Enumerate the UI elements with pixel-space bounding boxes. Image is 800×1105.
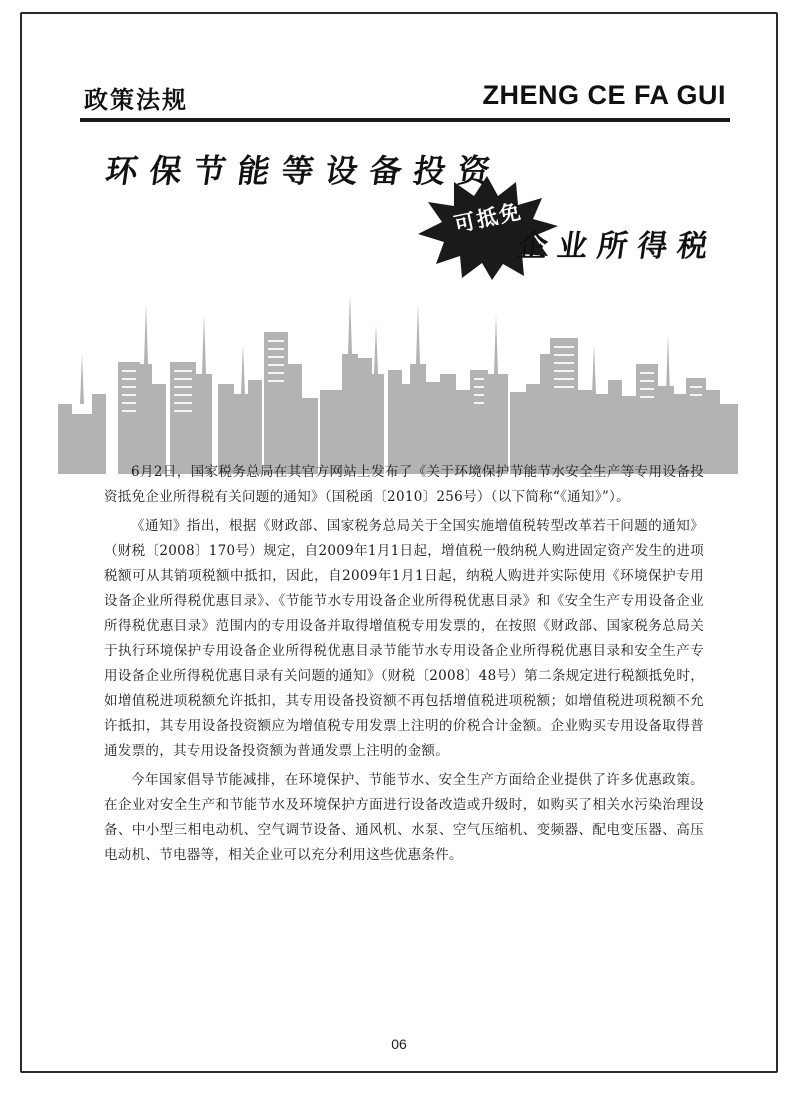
article-title-line1: 环保节能等设备投资 [103, 152, 505, 190]
section-title-cn: 政策法规 [84, 85, 188, 114]
magazine-page [20, 12, 778, 1073]
paragraph-2: 《通知》指出，根据《财政部、国家税务总局关于全国实施增值税转型改革若干问题的通知》（财税〔2008〕170号）规定，自2009年1月1日起，增值税一般纳税人购进固定资产发生的进项税额可从其销项税额中抵扣，因此，自2009年1月1日起，纳税人购进并实际使用《环境保护专用设备企业所得税优惠目录》、《节能节水专用设备企业所得税优惠目录》和《安全生产专用设备企业所得税优惠目录》范围内的专用设备并取得增值税专用发票的，在按照《财政部、国家税务总局关于执行环境保护专用设备企业所得税优惠目录节能节水专用设备企业所得税优惠目录和安全生产专用设备企业所得税优惠目录有关问题的通知》（财税〔2008〕48号）第二条规定进行税额抵免时，如增值税进项税额允许抵扣，其专用设备投资额不再包括增值税进项税额；如增值税进项税额不允许抵扣，其专用设备投资额应为增值税专用发票上注明的价税合计金额。企业购买专用设备取得普通发票的，其专用设备投资额为普通发票上注明的金额。 [104, 518, 704, 759]
title-badge-text: 可抵免 [451, 198, 525, 237]
paragraph-3: 今年国家倡导节能减排，在环境保护、节能节水、安全生产方面给企业提供了许多优惠政策。在企业对安全生产和节能节水及环境保护方面进行设备改造或升级时，如购买了相关水污染治理设备、中小型三相电动机、空气调节设备、通风机、水泵、空气压缩机、变频器、配电变压器、高压电动机、节电器等，相关企业可以充分利用这些优惠条件。 [104, 772, 704, 863]
page-header [22, 72, 776, 120]
section-title-pinyin: ZHENG CE FA GUI [482, 80, 726, 110]
article-body [104, 460, 704, 872]
city-skyline-illustration [58, 294, 748, 474]
article-title-line2: 企业所得税 [515, 229, 720, 264]
paragraph-1: 6月2日，国家税务总局在其官方网站上发布了《关于环境保护节能节水安全生产等专用设备投资抵免企业所得税有关问题的通知》（国税函〔2010〕256号）（以下简称“《通知》”）。 [104, 464, 704, 505]
page-number: 06 [391, 1036, 407, 1052]
header-rule [80, 118, 730, 122]
